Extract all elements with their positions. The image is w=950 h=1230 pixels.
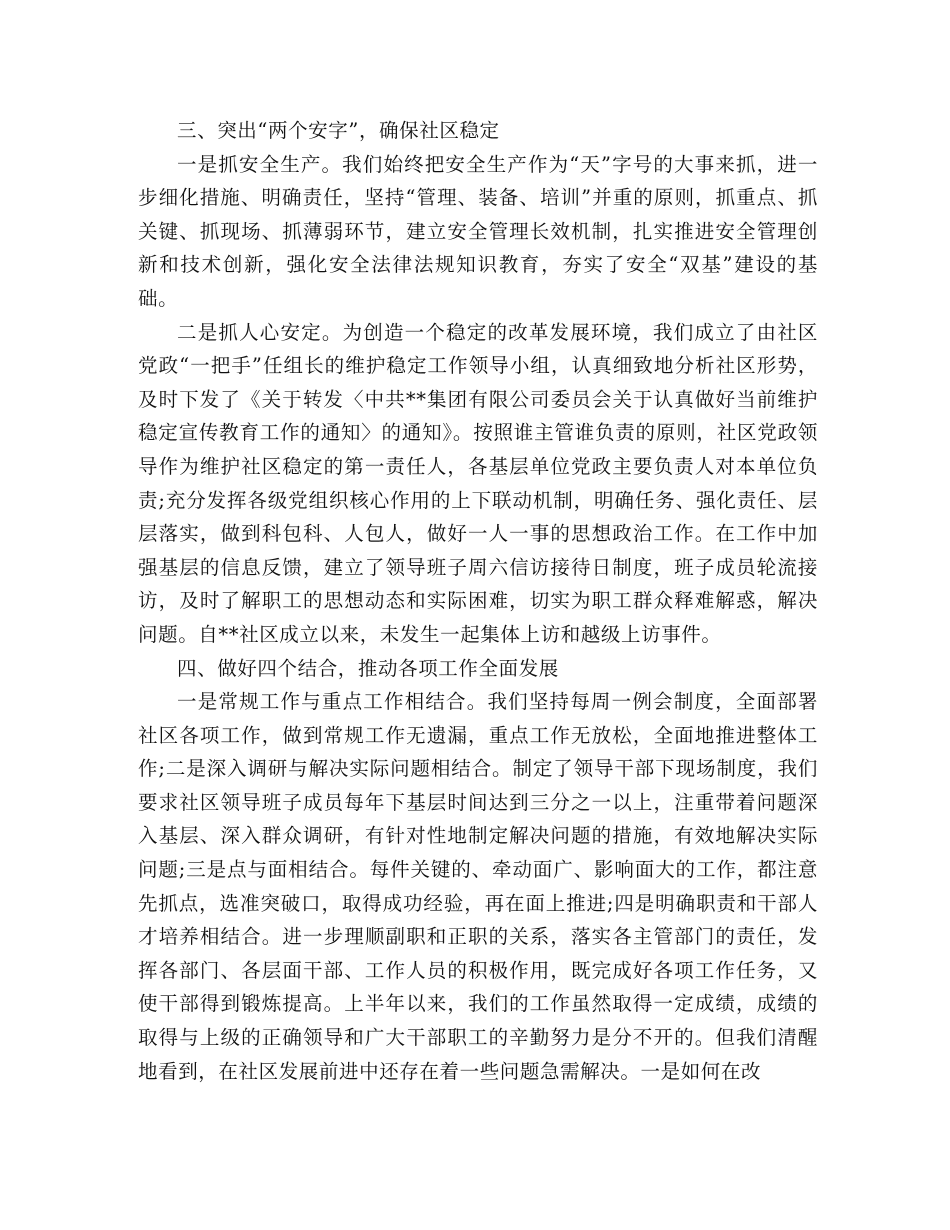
section-heading-three: 三、突出“两个安字”，确保社区稳定	[177, 119, 500, 142]
paragraph-stability: 二是抓人心安定。为创造一个稳定的改革发展环境，我们成立了由社区党政“一把手”任组长的维护稳定工作领导小组，认真细致地分析社区形势，及时下发了《关于转发〈中共**集团有限公司委员会关于认真做好当前维护稳定宣传教育工作的通知〉的通知》。按照谁主管谁负责的原则，社区党政领导作为维护社区稳定的第一责任人，各基层单位党政主要负责人对本单位负责;充分发挥各级党组织核心作用的上下联动机制，明确任务、强化责任、层层落实，做到科包科、人包人，做好一人一事的思想政治工作。在工作中加强基层的信息反馈，建立了领导班子周六信访接待日制度，班子成员轮流接访，及时了解职工的思想动态和实际困难，切实为职工群众释难解惑，解决问题。自**社区成立以来，未发生一起集体上访和越级上访事件。	[138, 320, 818, 646]
section-heading-four: 四、做好四个结合，推动各项工作全面发展	[177, 656, 559, 680]
document-page	[138, 114, 818, 1088]
paragraph-four-combinations: 一是常规工作与重点工作相结合。我们坚持每周一例会制度，全面部署社区各项工作，做到常规工作无遗漏，重点工作无放松，全面地推进整体工作;二是深入调研与解决实际问题相结合。制定了领导干部下现场制度，我们要求社区领导班子成员每年下基层时间达到三分之一以上，注重带着问题深入基层、深入群众调研，有针对性地制定解决问题的措施，有效地解决实际问题;三是点与面相结合。每件关键的、牵动面广、影响面大的工作，都注意先抓点，选准突破口，取得成功经验，再在面上推进;四是明确职责和干部人才培养相结合。进一步理顺副职和正职的关系，落实各主管部门的责任，发挥各部门、各层面干部、工作人员的积极作用，既完成好各项工作任务，又使干部得到锻炼提高。上半年以来，我们的工作虽然取得一定成绩，成绩的取得与上级的正确领导和广大干部职工的辛勤努力是分不开的。但我们清醒地看到，在社区发展前进中还存在着一些问题急需解决。一是如何在改	[138, 690, 818, 1083]
paragraph-safety-production: 一是抓安全生产。我们始终把安全生产作为“天”字号的大事来抓，进一步细化措施、明确责任，坚持“管理、装备、培训”并重的原则，抓重点、抓关键、抓现场、抓薄弱环节，建立安全管理长效机制，扎实推进安全管理创新和技术创新，强化安全法律法规知识教育，夯实了安全“双基”建设的基础。	[138, 152, 818, 310]
